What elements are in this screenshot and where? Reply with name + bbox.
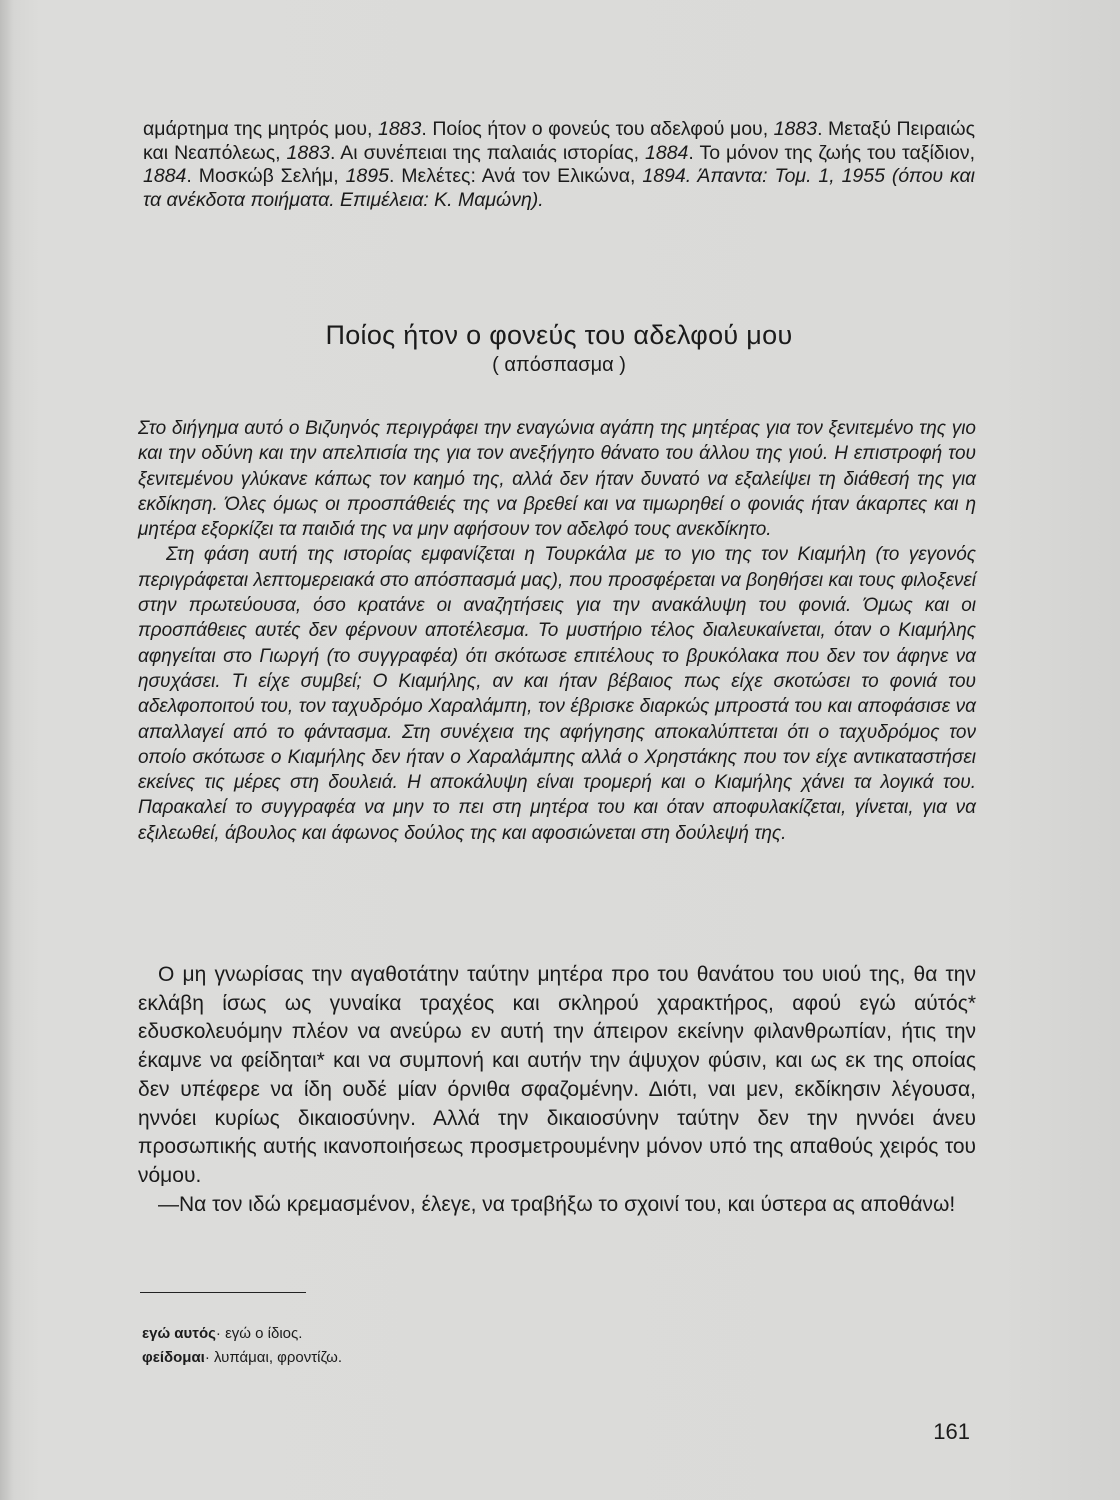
excerpt-title: Ποίος ήτον ο φονεύς του αδελφού μου [325, 320, 793, 350]
bibliography-year: 1894. Άπαντα: Τομ. 1, 1955 (όπου και τα ανέκδοτα ποιήματα. Επιμέλεια: Κ. Μαμώνη). [143, 165, 975, 211]
excerpt-paragraph: —Να τον ιδώ κρεμασμένον, έλεγε, να τραβήξω το σχοινί του, και ύστερα ας αποθάνω! [158, 1192, 956, 1216]
bibliography-segment: . Μοσκώβ Σελήμ, [186, 165, 346, 187]
footnotes [142, 1322, 742, 1370]
bibliography-year: 1884 [143, 165, 187, 187]
footnote-term: εγώ αυτός [142, 1325, 216, 1342]
bibliography-year: 1895 [345, 165, 389, 187]
excerpt-subtitle: ( απόσπασμα ) [492, 354, 626, 376]
footnote-item [142, 1322, 742, 1346]
footnote-term: φείδομαι [142, 1349, 205, 1366]
excerpt-text [138, 961, 976, 1219]
story-summary [138, 416, 976, 846]
bibliography-segment: . Μεταξύ Πειραιώς και Νεαπόλεως, [143, 118, 975, 164]
excerpt-paragraph: Ο μη γνωρίσας την αγαθοτάτην ταύτην μητέρα προ του θανάτου του υιού της, θα την εκλάβη ίσως ως γυναίκα τραχέος και σκληρού χαρακτήρος, αφού εγώ αύτός* εδυσκολευόμην πλέον να ανεύρω εν αυτή την άπειρον εκείνην φιλανθρωπίαν, ήτις την έκαμνε να φείδηται* και να συμπονή και αυτήν την άψυχον φύσιν, και ως εκ της οποίας δεν υπέφερε να ίδη ουδέ μίαν όρνιθα σφαζομένην. Διότι, ναι μεν, εκδίκησιν λέγουσα, ηννόει κυρίως δικαιοσύνην. Αλλά την δικαιοσύνην ταύτην δεν την ηννόει άνευ προσωπικής αυτής ικανοποιήσεως προσμετρουμένην μόνον υπό της απαθούς χειρός του νόμου. [138, 963, 976, 1187]
footnote-definition: λυπάμαι, φροντίζω. [214, 1349, 342, 1366]
bibliography-segment: . Το μόνον της ζωής του ταξίδιον, [688, 141, 975, 164]
bibliography-year: 1883 [773, 118, 818, 140]
bibliography-year: 1883 [286, 141, 330, 164]
bibliography-segment: αμάρτημα της μητρός μου, [143, 118, 378, 140]
bibliography-year: 1883 [377, 118, 422, 140]
footnote-definition: εγώ ο ίδιος. [225, 1325, 303, 1342]
footnote-divider [140, 1292, 306, 1293]
bibliography-segment: . Μελέτες: Ανά τον Ελικώνα, [388, 165, 643, 187]
page-number: 161 [933, 1419, 970, 1444]
summary-paragraph: Στο διήγημα αυτό ο Βιζυηνός περιγράφει την εναγώνια αγάπη της μητέρας για τον ξενιτεμένο της γιο και την οδύνη και την απελπισία της για τον ανεξήγητο θάνατο του άλλου της γιού. Η επιστροφή του ξενιτεμένου γλύκανε κάπως τον καημό της, αλλά δεν ήταν δυνατό να εξαλείψει τη διάθεσή της για εκδίκηση. Όλες όμως οι προσπάθειές της να βρεθεί και να τιμωρηθεί ο φονιάς ήταν άκαρπες και η μητέρα εξορκίζει τα παιδιά της να μην αφήσουν τον αδελφό τους ανεκδίκητο. [138, 418, 976, 541]
bibliography-paragraph [143, 118, 975, 212]
footnote-item [142, 1346, 742, 1370]
bibliography-segment: . Αι συνέπειαι της παλαιάς ιστορίας, [329, 141, 646, 164]
footnote-separator: · [215, 1325, 226, 1342]
summary-paragraph: Στη φάση αυτή της ιστορίας εμφανίζεται η Τουρκάλα με το γιο της τον Κιαμήλη (το γεγονός περιγράφεται λεπτομερειακά στο απόσπασμά μας), που προσφέρεται να βοηθήσει και τους φιλοξενεί στην πρωτεύουσα, όσο κρατάνε οι αναζητήσεις για την ανακάλυψη του φονιά. Όμως και οι προσπάθειες αυτές δεν φέρνουν αποτέλεσμα. Το μυστήριο τέλος διαλευκαίνεται, όταν ο Κιαμήλης αφηγείται στο Γιωργή (το συγγραφέα) ότι σκότωσε επιτέλους το βρυκόλακα που δεν τον άφηνε να ησυχάσει. Τι είχε συμβεί; Ο Κιαμήλης, αν και ήταν βέβαιος πως είχε σκοτώσει το φονιά του αδελφοποιτού του, τον ταχυδρόμο Χαραλάμπη, τον έβρισκε διαρκώς μπροστά του και αποφάσισε να απαλλαγεί από το φάντασμα. Στη συνέχεια της αφήγησης αποκαλύπτεται ότι ο ταχυδρόμος τον οποίο σκότωσε ο Κιαμήλης δεν ήταν ο Χαραλάμπης αλλά ο Χρηστάκης που τον είχε αντικαταστήσει εκείνες τις μέρες στη δουλειά. Η αποκάλυψη είναι τρομερή και ο Κιαμήλης χάνει τα λογικά του. Παρακαλεί το συγγραφέα να μην το πει στη μητέρα του και όταν αποφυλακίζεται, γίνεται, για να εξιλεωθεί, άβουλος και άφωνος δούλος της και αφοσιώνεται στη δούλεψή της. [138, 544, 976, 844]
footnote-separator: · [204, 1349, 215, 1366]
bibliography-year: 1884 [645, 141, 689, 164]
bibliography-segment: . Ποίος ήτον ο φονεύς του αδελφού μου, [421, 118, 774, 140]
